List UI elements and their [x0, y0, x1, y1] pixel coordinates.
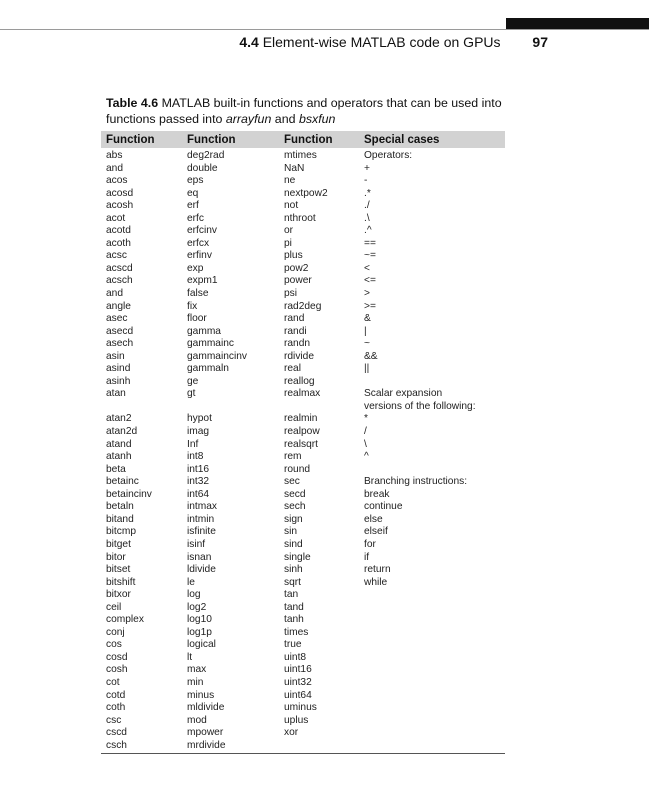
table-cell: acosd [106, 187, 134, 199]
table-cell: coth [106, 702, 126, 714]
table-cell: betainc [106, 476, 139, 488]
table-cell: gammainc [187, 338, 234, 350]
table-cell [364, 602, 505, 615]
table-cell: randi [284, 325, 307, 337]
table-cell: atanh [106, 451, 132, 463]
table-cell: ne [284, 175, 296, 187]
table-cell: cscd [106, 727, 127, 739]
table-cell: acsc [106, 250, 127, 262]
header-bar [506, 18, 649, 29]
table-cell: int32 [187, 476, 210, 488]
table-cell: not [284, 200, 299, 212]
table-cell: ^ [364, 451, 369, 463]
function-column-3 [279, 150, 359, 752]
table-cell [364, 715, 505, 728]
table-cell: erfinv [187, 250, 212, 262]
table-cell: or [284, 225, 294, 237]
table-cell: uminus [284, 702, 317, 714]
table-cell: bitor [106, 551, 126, 563]
table-cell: real [284, 363, 301, 375]
table-cell: gammaincinv [187, 350, 248, 362]
table-cell: realpow [284, 426, 320, 438]
special-cases-column [359, 150, 505, 752]
table-cell: abs [106, 150, 123, 161]
table-cell: mtimes [284, 150, 317, 161]
table-cell: realsqrt [284, 438, 318, 450]
table-cell: isfinite [187, 526, 216, 538]
table-cell: sign [284, 513, 303, 525]
functions-table [101, 131, 505, 754]
table-caption [106, 95, 526, 127]
table-cell: bitand [106, 513, 134, 525]
table-cell: pi [284, 237, 292, 249]
table-cell: betaln [106, 501, 134, 513]
table-cell: bitcmp [106, 526, 137, 538]
table-cell: mpower [187, 727, 224, 739]
table-cell [364, 639, 505, 652]
table-cell [364, 627, 505, 640]
table-cell: <= [364, 275, 376, 287]
table-cell: if [364, 551, 370, 563]
table-cell: / [364, 426, 367, 438]
caption-conj: and [274, 112, 296, 126]
table-cell: erfcinv [187, 225, 218, 237]
table-cell: Operators: [364, 150, 413, 161]
table-cell: continue [364, 501, 403, 513]
table-cell: versions of the following: [364, 400, 476, 412]
table-cell: secd [284, 488, 306, 500]
table-cell: \ [364, 438, 367, 450]
table-cell: elseif [364, 526, 388, 538]
table-cell [364, 702, 505, 715]
table-cell: .* [364, 187, 371, 199]
table-cell: asind [106, 363, 131, 375]
table-cell [187, 401, 279, 414]
table-cell: intmax [187, 501, 218, 513]
table-cell: pow2 [284, 262, 309, 274]
table-cell [364, 677, 505, 690]
table-cell: & [364, 313, 371, 325]
table-cell: realmax [284, 388, 321, 400]
table-cell: cos [106, 639, 122, 651]
table-cell: gt [187, 388, 196, 400]
table-cell: uplus [284, 714, 309, 726]
table-cell: asech [106, 338, 134, 350]
table-cell: csch [106, 739, 127, 751]
header-rule [0, 29, 649, 30]
table-cell [284, 401, 359, 414]
header-function-1: Function [106, 133, 155, 146]
caption-fn-bsxfun: bsxfun [298, 112, 336, 126]
table-cell: log2 [187, 601, 207, 613]
table-cell: > [364, 288, 370, 300]
table-cell: == [364, 237, 376, 249]
table-cell: min [187, 676, 204, 688]
header-function-2: Function [187, 133, 236, 146]
table-cell [364, 690, 505, 703]
table-cell: Branching instructions: [364, 476, 468, 488]
table-cell: isnan [187, 551, 212, 563]
table-cell: || [364, 363, 370, 375]
table-cell: reallog [284, 375, 315, 387]
caption-text: MATLAB built-in functions and operators that can be used into functions passed into [106, 96, 502, 126]
table-cell: mod [187, 714, 207, 726]
table-cell: eq [187, 187, 199, 199]
table-cell [364, 664, 505, 677]
table-cell: tanh [284, 614, 304, 626]
table-cell: le [187, 576, 195, 588]
table-cell: realmin [284, 413, 318, 425]
table-cell: && [364, 350, 378, 362]
table-cell: double [187, 162, 218, 174]
table-cell: asec [106, 313, 128, 325]
table-cell: eps [187, 175, 204, 187]
table-cell: for [364, 538, 376, 550]
table-cell: nthroot [284, 212, 316, 224]
table-cell: tand [284, 601, 304, 613]
table-cell: sind [284, 538, 303, 550]
table-cell: atan2d [106, 426, 138, 438]
table-cell: intmin [187, 513, 215, 525]
table-cell: acosh [106, 200, 134, 212]
table-cell: acsch [106, 275, 133, 287]
table-cell: imag [187, 426, 210, 438]
table-cell: expm1 [187, 275, 218, 287]
table-cell: psi [284, 288, 298, 300]
table-cell: erfcx [187, 237, 210, 249]
table-cell: fix [187, 300, 198, 312]
table-cell: xor [284, 727, 299, 739]
table-body [101, 148, 505, 752]
table-cell: plus [284, 250, 303, 262]
table-cell: ~ [364, 338, 370, 350]
table-cell: atand [106, 438, 132, 450]
table-cell: randn [284, 338, 311, 350]
function-column-1 [101, 150, 182, 752]
caption-label: Table 4.6 [106, 96, 159, 110]
table-cell: rdivide [284, 350, 315, 362]
table-cell: asecd [106, 325, 134, 337]
table-cell: bitxor [106, 589, 131, 601]
table-cell: csc [106, 714, 122, 726]
table-cell: hypot [187, 413, 212, 425]
table-cell: - [364, 175, 368, 187]
table-cell: bitget [106, 538, 131, 550]
table-cell [364, 614, 505, 627]
table-cell [364, 464, 505, 477]
table-cell: mldivide [187, 702, 225, 714]
table-cell: < [364, 262, 370, 274]
table-cell [284, 740, 359, 753]
table-cell: uint32 [284, 676, 312, 688]
table-cell: single [284, 551, 311, 563]
caption-fn-arrayfun: arrayfun [225, 112, 272, 126]
table-cell: ge [187, 375, 199, 387]
table-cell: uint64 [284, 689, 312, 701]
table-cell: return [364, 564, 391, 576]
table-cell: conj [106, 626, 125, 638]
table-cell: log [187, 589, 201, 601]
table-cell: cosd [106, 651, 128, 663]
table-cell: int16 [187, 463, 210, 475]
table-cell: bitset [106, 564, 131, 576]
header-special-cases: Special cases [364, 133, 440, 146]
section-title: Element-wise MATLAB code on GPUs [262, 34, 501, 50]
table-cell: false [187, 288, 209, 300]
table-cell: tan [284, 589, 299, 601]
table-cell: mrdivide [187, 739, 226, 751]
table-cell: sinh [284, 564, 303, 576]
table-cell: .^ [364, 225, 372, 237]
table-cell: asin [106, 350, 125, 362]
table-cell: round [284, 463, 311, 475]
table-bottom-rule [101, 753, 505, 754]
table-cell: ceil [106, 601, 122, 613]
table-cell: and [106, 162, 123, 174]
table-cell: angle [106, 300, 131, 312]
table-cell: uint8 [284, 651, 307, 663]
table-cell: logical [187, 639, 216, 651]
table-cell: sin [284, 526, 298, 538]
table-cell: + [364, 162, 370, 174]
table-cell: uint16 [284, 664, 312, 676]
table-cell: rem [284, 451, 302, 463]
table-cell: bitshift [106, 576, 136, 588]
table-cell: Scalar expansion [364, 388, 443, 400]
table-cell: acot [106, 212, 126, 224]
table-cell: >= [364, 300, 376, 312]
table-cell: gammaln [187, 363, 229, 375]
table-cell [364, 740, 505, 753]
table-cell: asinh [106, 375, 131, 387]
table-cell: acotd [106, 225, 131, 237]
table-cell: isinf [187, 538, 206, 550]
table-cell [364, 589, 505, 602]
table-cell: int64 [187, 488, 210, 500]
table-cell: ~= [364, 250, 376, 262]
table-cell: power [284, 275, 312, 287]
table-cell: NaN [284, 162, 305, 174]
table-cell: times [284, 626, 309, 638]
table-cell: sec [284, 476, 300, 488]
table-cell: atan [106, 388, 126, 400]
table-cell: betaincinv [106, 488, 152, 500]
table-cell: acoth [106, 237, 131, 249]
table-cell [364, 376, 505, 389]
function-column-2 [182, 150, 279, 752]
table-cell: max [187, 664, 207, 676]
table-cell: erfc [187, 212, 204, 224]
table-cell: deg2rad [187, 150, 225, 161]
table-cell: Inf [187, 438, 199, 450]
table-cell: cosh [106, 664, 128, 676]
table-cell: break [364, 488, 390, 500]
table-cell [364, 727, 505, 740]
table-cell [106, 401, 182, 414]
table-cell: ./ [364, 200, 370, 212]
table-cell: | [364, 325, 367, 337]
table-cell: rand [284, 313, 305, 325]
table-cell: * [364, 413, 368, 425]
table-cell: .\ [364, 212, 370, 224]
table-cell: gamma [187, 325, 221, 337]
table-cell: sqrt [284, 576, 301, 588]
table-header-row [101, 131, 505, 148]
table-cell: acscd [106, 262, 133, 274]
table-cell: cotd [106, 689, 126, 701]
section-number: 4.4 [239, 34, 259, 50]
table-cell: cot [106, 676, 120, 688]
header-function-3: Function [284, 133, 333, 146]
table-cell: ldivide [187, 564, 216, 576]
table-cell: sech [284, 501, 306, 513]
table-cell: true [284, 639, 302, 651]
table-cell: rad2deg [284, 300, 322, 312]
table-cell: erf [187, 200, 199, 212]
table-cell: lt [187, 651, 193, 663]
table-cell: floor [187, 313, 207, 325]
table-cell: log10 [187, 614, 212, 626]
table-cell: exp [187, 262, 204, 274]
table-cell: else [364, 513, 383, 525]
table-cell: acos [106, 175, 128, 187]
running-head [0, 34, 548, 50]
table-cell: int8 [187, 451, 204, 463]
table-cell: log1p [187, 626, 212, 638]
table-cell: beta [106, 463, 126, 475]
table-cell: while [364, 576, 388, 588]
table-cell [364, 652, 505, 665]
table-cell: minus [187, 689, 215, 701]
table-cell: atan2 [106, 413, 132, 425]
table-cell: nextpow2 [284, 187, 328, 199]
page-number: 97 [532, 34, 548, 50]
table-cell: complex [106, 614, 144, 626]
table-cell: and [106, 288, 123, 300]
